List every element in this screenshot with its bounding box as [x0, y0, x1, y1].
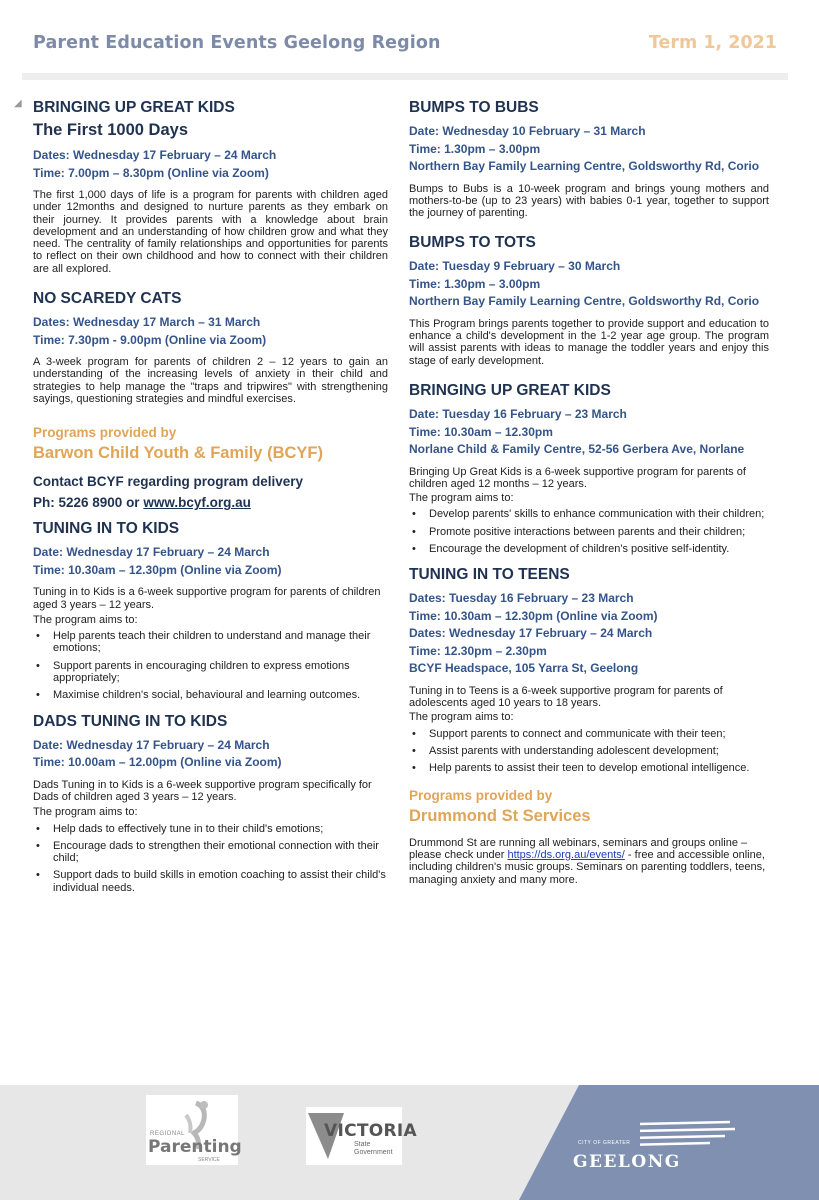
vic-sub [354, 1141, 393, 1157]
aims-list [409, 508, 769, 555]
section-bringing-up-great-kids-1000 [33, 98, 388, 275]
section-title: BUMPS TO BUBS [409, 99, 539, 116]
event-time: Time: 1.30pm – 3.00pm [409, 276, 541, 291]
vic-sub1: State [354, 1141, 371, 1148]
event-time: Time: 10.30am – 12.30pm (Online via Zoom) [33, 562, 282, 577]
right-column [409, 98, 769, 886]
section-title: BRINGING UP GREAT KIDS [33, 99, 235, 116]
event-location: Norlane Child & Family Centre, 52-56 Gerbera Ave, Norlane [409, 442, 745, 457]
header-divider [22, 73, 788, 80]
event-details [33, 544, 388, 579]
vic-name: VICTORIA [324, 1121, 417, 1141]
section-tuning-in-to-kids [33, 519, 388, 701]
event-dates: Dates: Wednesday 17 February – 24 March [409, 626, 653, 641]
event-details [33, 737, 388, 772]
section-dads-tuning-in-to-kids [33, 712, 388, 894]
list-item: • Promote positive interactions between parents and their children; [409, 526, 769, 538]
list-item: • Help parents teach their children to understand and manage their emotions; [33, 630, 388, 655]
section-title: NO SCAREDY CATS [33, 290, 182, 308]
event-description: Tuning in to Teens is a 6-week supportive program for parents of adolescents aged 10 years to 18 years. [409, 684, 723, 710]
provider-contact: Contact BCYF regarding program delivery [33, 474, 304, 490]
event-time: Time: 12.30pm – 2.30pm [409, 643, 547, 658]
provider-phone-line [33, 492, 388, 513]
list-item: • Maximise children's social, behavioural and learning outcomes. [33, 689, 388, 701]
event-description: Bringing Up Great Kids is a 6-week supportive program for parents of children aged 12 months – 12 years. [409, 465, 746, 490]
event-date: Date: Tuesday 9 February – 30 March [409, 259, 621, 274]
aims-intro: The program aims to: [33, 806, 138, 819]
victoria-government-logo [306, 1107, 417, 1165]
event-description: The first 1,000 days of life is a program for parents with children aged under 12months and designed to nurture parents as they embark on their journey. It provides parents with a knowledge about brain development and an understanding of how children grow and what they need. The centrality of family relationships and opportunities for parents to reflect on their own childhood and how to connect with their children are all explored. [33, 189, 388, 275]
provider-label: Programs provided by [33, 425, 177, 441]
section-bumps-to-bubs [409, 98, 769, 219]
vic-sub2: Government [354, 1149, 393, 1156]
event-date: Date: Tuesday 16 February – 23 March [409, 407, 627, 422]
provider-text-after: - free and accessible online, including children's music groups. Seminars on parenting toddlers, teens, managing anxiety and many more. [409, 848, 766, 886]
list-item: • Help parents to assist their teen to develop emotional intelligence. [409, 762, 769, 774]
rp-line2: Parenting [148, 1137, 242, 1157]
list-item: • Support parents to connect and communicate with their teen; [409, 728, 769, 740]
aims-intro: The program aims to: [409, 492, 514, 505]
event-time: Time: 10.00am – 12.00pm (Online via Zoom) [33, 755, 282, 770]
event-description: Dads Tuning in to Kids is a 6-week supportive program specifically for Dads of children aged 3 years – 12 years. [33, 778, 372, 803]
event-dates: Dates: Tuesday 16 February – 23 March [409, 591, 634, 606]
aims-intro: The program aims to: [33, 613, 138, 626]
rp-line1: REGIONAL [150, 1131, 186, 1137]
section-title: DADS TUNING IN TO KIDS [33, 712, 228, 730]
aims-list [33, 630, 388, 701]
geelong-waves-icon [640, 1120, 740, 1150]
aims-list [409, 728, 769, 775]
collapse-triangle-icon: ◢ [14, 98, 22, 109]
geelong-small-label: CITY OF GREATER [578, 1140, 631, 1146]
list-item: • Help dads to effectively tune in to their child's emotions; [33, 823, 388, 835]
list-item: • Support parents in encouraging children to express emotions appropriately; [33, 660, 388, 685]
provider-label: Programs provided by [409, 787, 553, 803]
section-subtitle: The First 1000 Days [33, 121, 188, 139]
section-title: BRINGING UP GREAT KIDS [409, 382, 611, 400]
section-bcyf-provider [33, 424, 388, 513]
event-location: Northern Bay Family Learning Centre, Goldsworthy Rd, Corio [409, 294, 760, 309]
event-dates: Dates: Wednesday 17 February – 24 March [33, 148, 277, 162]
event-location: Northern Bay Family Learning Centre, Goldsworthy Rd, Corio [409, 159, 760, 173]
page-title: Parent Education Events Geelong Region [33, 33, 441, 53]
term-label: Term 1, 2021 [648, 33, 777, 53]
regional-parenting-logo [146, 1095, 242, 1165]
event-description: Bumps to Bubs is a 10-week program and brings young mothers and mothers-to-be (up to 23 years) with babies 0-1 year, together to support the journey of parenting. [409, 182, 769, 220]
left-column [33, 98, 388, 899]
list-item: • Support dads to build skills in emotion coaching to assist their child's individual needs. [33, 869, 388, 894]
provider-name: Barwon Child Youth & Family (BCYF) [33, 444, 323, 463]
aims-list [33, 823, 388, 894]
aims-intro: The program aims to: [409, 711, 514, 724]
section-title: TUNING IN TO TEENS [409, 566, 570, 584]
event-date: Date: Wednesday 10 February – 31 March [409, 124, 646, 138]
event-description: This Program brings parents together to provide support and education to enhance a child's development in the 1-2 year age group. The program will assist parents with ideas to manage the toddler years and enjoy this stage of early development. [409, 317, 769, 367]
event-details [409, 406, 769, 459]
section-tuning-in-to-teens [409, 565, 769, 774]
provider-text-before: Drummond St are running all webinars, seminars and groups online – please check under [409, 836, 748, 861]
event-description: A 3-week program for parents of children 2 – 12 years to gain an understanding of the increasing levels of anxiety in their child and strategies to help manage the "traps and tripwires" with strengthening sayings, questioning strategies and mindful exercises. [33, 356, 388, 405]
event-details [409, 123, 769, 176]
list-item: • Assist parents with understanding adolescent development; [409, 745, 769, 757]
event-details [409, 258, 769, 311]
list-item: • Develop parents' skills to enhance communication with their children; [409, 508, 769, 520]
event-time: Time: 1.30pm – 3.00pm [409, 141, 541, 156]
event-time: Time: 10.30am – 12.30pm [409, 424, 553, 439]
event-description: Tuning in to Kids is a 6-week supportive program for parents of children aged 3 years – 12 years. [33, 586, 381, 611]
event-time: Time: 10.30am – 12.30pm (Online via Zoom) [409, 608, 658, 623]
event-time: Time: 7.00pm – 8.30pm (Online via Zoom) [33, 165, 269, 180]
bcyf-website-link[interactable]: www.bcyf.org.au [143, 495, 251, 511]
section-no-scaredy-cats [33, 289, 388, 405]
provider-description [409, 837, 769, 886]
provider-phone: Ph: 5226 8900 or [33, 495, 144, 511]
list-item: • Encourage the development of children's positive self-identity. [409, 543, 769, 555]
section-drummond-provider [409, 787, 769, 886]
geelong-logo-text: GEELONG [573, 1152, 681, 1172]
event-details [33, 147, 388, 182]
event-time: Time: 7.30pm - 9.00pm (Online via Zoom) [33, 332, 267, 347]
section-bringing-up-great-kids-norlane [409, 381, 769, 555]
event-details [33, 314, 388, 349]
event-details [409, 590, 769, 678]
section-bumps-to-tots [409, 233, 769, 367]
rp-line3: SERVICE [198, 1157, 220, 1163]
list-item: • Encourage dads to strengthen their emotional connection with their child; [33, 840, 388, 865]
event-date: Date: Wednesday 17 February – 24 March [33, 737, 270, 752]
section-title: BUMPS TO TOTS [409, 234, 536, 252]
drummond-events-link[interactable]: https://ds.org.au/events/ [507, 848, 625, 861]
provider-name: Drummond St Services [409, 806, 591, 825]
event-date: Date: Wednesday 17 February – 24 March [33, 545, 270, 560]
page-header [0, 0, 819, 80]
event-dates: Dates: Wednesday 17 March – 31 March [33, 315, 261, 330]
section-title: TUNING IN TO KIDS [33, 520, 180, 538]
event-location: BCYF Headspace, 105 Yarra St, Geelong [409, 661, 639, 676]
